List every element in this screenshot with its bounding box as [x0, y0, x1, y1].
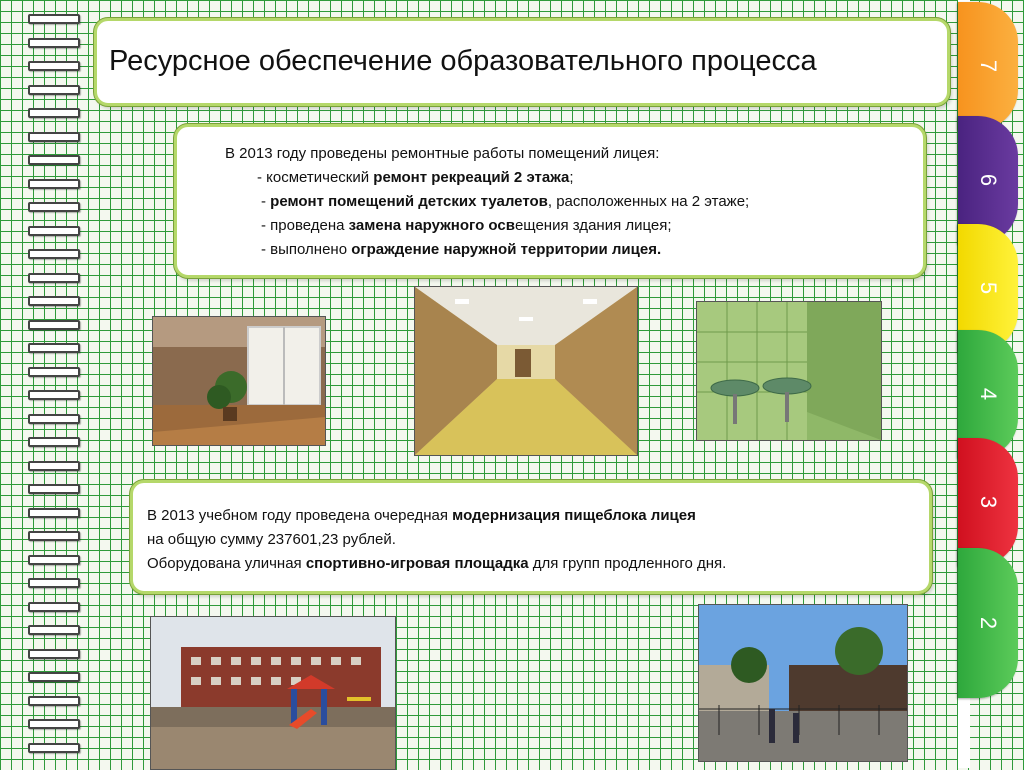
spiral-ring — [28, 249, 80, 259]
spiral-ring — [28, 414, 80, 424]
spiral-ring — [28, 296, 80, 306]
canteen-line-3: Оборудована уличная спортивно-игровая площадка для групп продленного дня. — [147, 555, 727, 572]
repair-works-box — [174, 124, 926, 278]
spiral-ring — [28, 649, 80, 659]
tab-2[interactable] — [958, 548, 1018, 698]
photo-school-exterior — [698, 604, 908, 762]
repair-item-2: - ремонт помещений детских туалетов, расположенных на 2 этаже; — [261, 193, 750, 210]
spiral-ring — [28, 226, 80, 236]
spiral-ring — [28, 531, 80, 541]
photo-corridor — [414, 286, 638, 456]
spiral-ring — [28, 696, 80, 706]
tab-4-label: 4 — [976, 387, 1001, 401]
spiral-ring — [28, 602, 80, 612]
spiral-ring — [28, 155, 80, 165]
tab-5-label: 5 — [976, 281, 1001, 295]
spiral-ring — [28, 85, 80, 95]
tab-6-label: 6 — [976, 173, 1001, 187]
canteen-line-2: на общую сумму 237601,23 рублей. — [147, 531, 396, 548]
spiral-ring — [28, 61, 80, 71]
canteen-line-1: В 2013 учебном году проведена очередная модернизация пищеблока лицея — [147, 507, 696, 524]
repair-item-3: - проведена замена наружного освещения здания лицея; — [261, 217, 672, 234]
repair-item-1: - косметический ремонт рекреаций 2 этажа; — [257, 169, 574, 186]
photo-playground — [150, 616, 396, 770]
spiral-ring — [28, 202, 80, 212]
repair-item-4: - выполнено ограждение наружной территории лицея. — [261, 241, 662, 258]
spiral-ring — [28, 672, 80, 682]
spiral-ring — [28, 719, 80, 729]
section-tabs — [958, 0, 1024, 768]
spiral-ring — [28, 343, 80, 353]
spiral-ring — [28, 108, 80, 118]
spiral-ring — [28, 132, 80, 142]
spiral-ring — [28, 390, 80, 400]
title-box — [94, 18, 950, 106]
spiral-ring — [28, 508, 80, 518]
spiral-ring — [28, 484, 80, 494]
spiral-ring — [28, 437, 80, 447]
photo-restroom — [696, 301, 882, 441]
tab-3[interactable] — [958, 438, 1018, 566]
canteen-box — [130, 480, 932, 594]
spiral-ring — [28, 625, 80, 635]
spiral-ring — [28, 14, 80, 24]
tab-7-label: 7 — [976, 59, 1001, 73]
tab-7[interactable] — [958, 2, 1018, 130]
spiral-ring — [28, 367, 80, 377]
spiral-ring — [28, 743, 80, 753]
repair-intro: В 2013 году проведены ремонтные работы помещений лицея: — [225, 145, 660, 162]
spiral-ring — [28, 578, 80, 588]
spiral-ring — [28, 38, 80, 48]
notebook-spiral — [0, 0, 80, 768]
spiral-ring — [28, 320, 80, 330]
spiral-ring — [28, 555, 80, 565]
page-title: Ресурсное обеспечение образовательного процесса — [109, 45, 817, 77]
spiral-ring — [28, 461, 80, 471]
spiral-ring — [28, 179, 80, 189]
tab-3-label: 3 — [976, 495, 1001, 509]
photo-recreation-hall — [152, 316, 326, 446]
tab-2-label: 2 — [976, 616, 1001, 630]
spiral-ring — [28, 273, 80, 283]
